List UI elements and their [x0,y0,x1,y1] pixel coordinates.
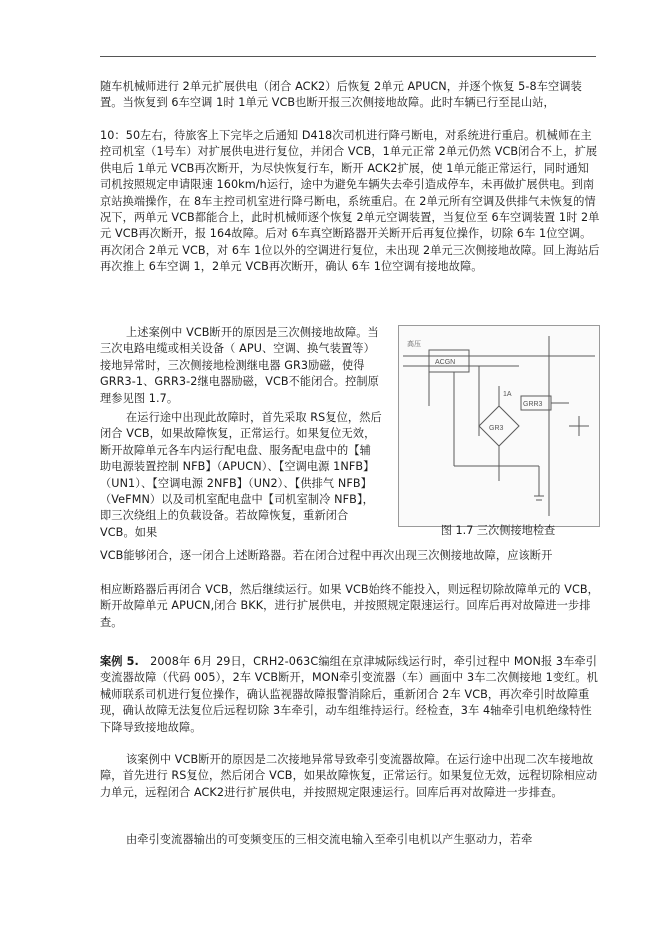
paragraph-4-continued-2: 相应断路器后再闭合 VCB，然后继续运行。如果 VCB始终不能投入，则远程切除故障单元的 VCB，断开故障单元 APUCN,闭合 BKK，进行扩展供电，并按照规定限速运行。回库后再对故障进一步排查。 [100,583,599,629]
paragraph-3: 上述案例中 VCB断开的原因是三次侧接地故障。当三次电路电缆或相关设备（ APU、空调、换气装置等）接地异常时，三次侧接地检测继电器 GR3励磁，使得 GRR3-1、GRR3-2继电器励磁，VCB不能闭合。控制原理参见图 1.7。 [100,326,379,405]
case-5-label: 案例 5. [100,655,139,668]
case-5 [100,654,600,736]
ground-detection-circuit [399,326,599,521]
header-rule [100,56,596,57]
paragraph-1: 随车机械师进行 2单元扩展供电（闭合 ACK2）后恢复 2单元 APUCN，并逐个恢复 5-8车空调装置。当恢复到 6车空调 1时 1单元 VCB也断开报三次侧接地故障。此时车辆已行至昆山站， [100,80,582,110]
figure-caption: 图 1.7 三次侧接地检查 [440,524,556,537]
paragraph-7: 由牵引变流器输出的可变频变压的三相交流电输入至牵引电机以产生驱动力，若牵 [126,833,533,846]
paragraph-4: 在运行途中出现此故障时，首先采取 RS复位，然后闭合 VCB，如果故障恢复，正常运行。如果复位无效，断开故障单元各车内运行配电盘、服务配电盘中的【辅助电源装置控制 NFB】（APUCN）、【空调电源 1NFB】（UN1）、【空调电源 2NFB】（UN2）、【供排气 NFB】（VeFMN）以及司机室配电盘中【司机室制冷 NFB】，即三次绕组上的负载设备。若故障恢复，重新闭合 VCB。如果 [100,411,382,539]
label-gr3: GR3 [489,425,504,432]
label-1a: 1A [503,391,512,398]
label-grr3: GRR3 [523,401,543,408]
label-acgn: ACGN [435,359,456,366]
paragraph-4-continued: VCB能够闭合，逐一闭合上述断路器。若在闭合过程中再次出现三次侧接地故障，应该断开 [100,549,553,562]
label-high-voltage: 高压 [407,341,421,348]
paragraph-6: 该案例中 VCB断开的原因是二次接地异常导致牵引变流器故障。在运行途中出现二次车接地故障，首先进行 RS复位，然后闭合 VCB，如果故障恢复，正常运行。如果复位无效，远程切除相应动力单元，远程闭合 ACK2进行扩展供电，并按照规定限速运行。回库后再对故障进一步排查。 [100,753,598,799]
paragraph-2: 10：50左右，待旅客上下完毕之后通知 D418次司机进行降弓断电，对系统进行重启。机械师在主控司机室（1号车）对扩展供电进行复位，并闭合 VCB，1单元正常 2单元仍然 VCB闭合不上，扩展供电后 1单元 VCB再次断开，为尽快恢复行车，断开 ACK2扩展，使 1单元能正常运行，同时通知司机按照规定申请限速 160km/h运行，途中为避免车辆失去牵引造成停车，未再做扩展供电。到南京站换端操作，在 8车主控司机室进行降弓断电，系统重启。在 2单元所有空调及供排气未恢复的情况下，两单元 VCB都能合上，此时机械师逐个恢复 2单元空调装置，当复位至 6车空调装置 1时 2单元 VCB再次断开，报 164故障。后对 6车真空断路器开关断开后再复位操作，切除 6车 1位空调。再次闭合 2单元 VCB，对 6车 1位以外的空调进行复位，未出现 2单元三次侧接地故障。回上海站后再次推上 6车空调 1，2单元 VCB再次断开，确认 6车 1位空调有接地故障。 [100,129,600,274]
case-5-text: 2008年 6月 29日，CRH2-063C编组在京津城际线运行时，牵引过程中 MON报 3车牵引变流器故障（代码 005），2车 VCB断开，MON牵引变流器（车）画面中 3车二次侧接地 1变红。机械师联系司机进行复位操作，确认监视器故障报警消除后，重新闭合 2车 VCB，再次牵引时故障重现，确认故障无法复位后远程切除 3车牵引，动车组维持运行。经检查，3车 4轴牵引电机绝缘特性下降导致接地故障。 [100,655,598,734]
circuit-diagram-figure [398,325,600,527]
